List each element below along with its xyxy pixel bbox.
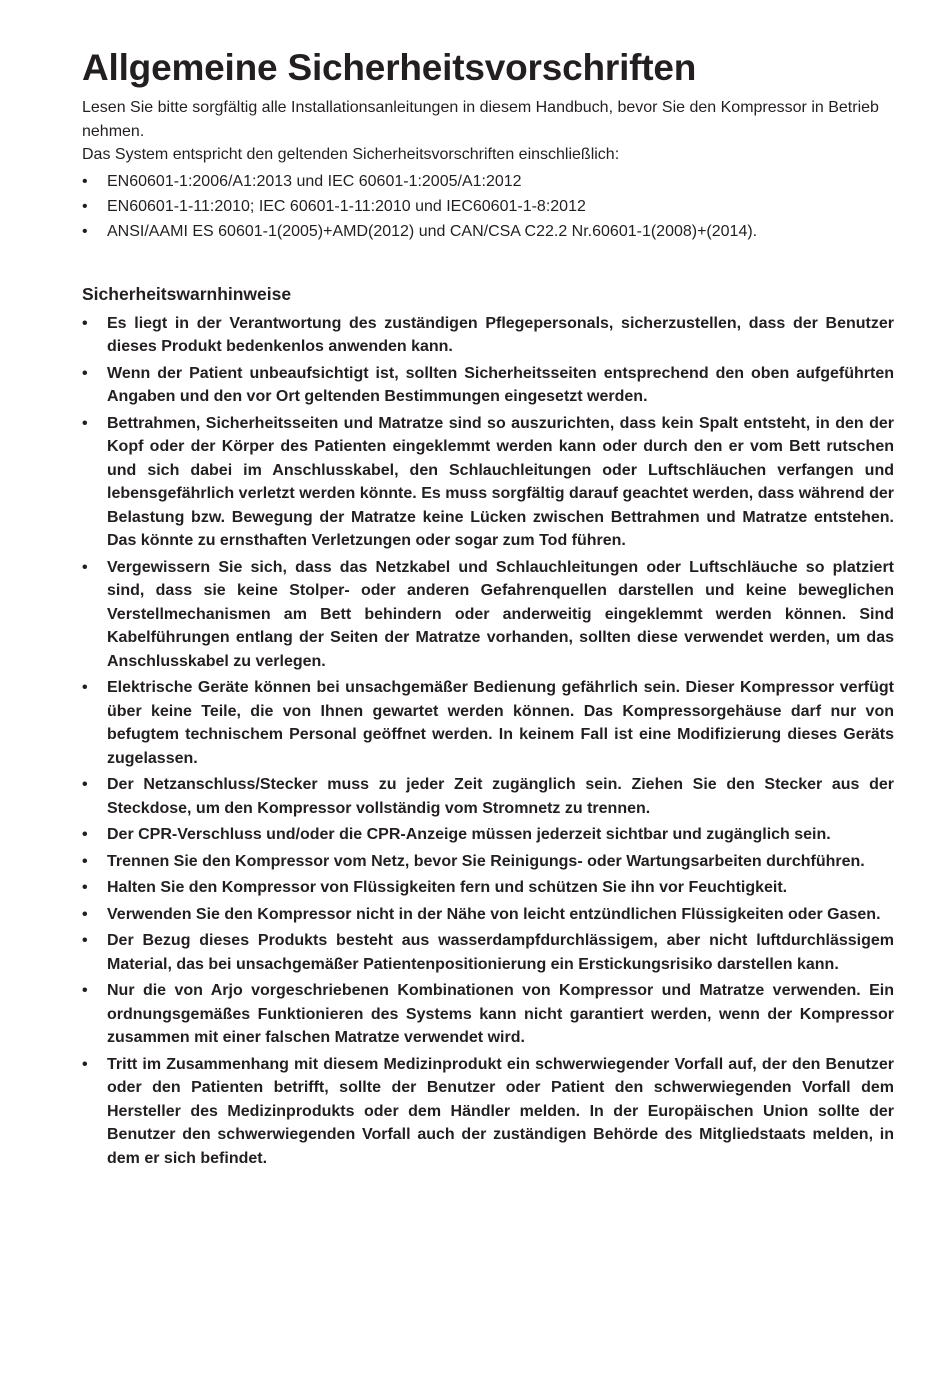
intro-paragraph: Lesen Sie bitte sorgfältig alle Installationsanleitungen in diesem Handbuch, bevor Sie den Kompressor in Betrieb nehmen.: [82, 99, 879, 140]
standard-text: EN60601-1:2006/A1:2013 und IEC 60601-1:2005/A1:2012: [107, 172, 522, 190]
bullet-icon: •: [82, 932, 88, 949]
warning-item: [82, 850, 894, 874]
warning-item: [82, 362, 894, 409]
list-item: [82, 219, 894, 244]
bullet-icon: •: [82, 905, 88, 923]
warning-item: [82, 676, 894, 770]
bullet-icon: •: [82, 197, 88, 215]
intro-paragraph: Das System entspricht den geltenden Sicherheitsvorschriften einschließlich:: [82, 146, 620, 163]
standard-text: ANSI/AAMI ES 60601-1(2005)+AMD(2012) und CAN/CSA C22.2 Nr.60601-1(2008)+(2014).: [107, 222, 758, 240]
warning-text: Vergewissern Sie sich, dass das Netzkabel und Schlauchleitungen oder Luftschläuche so platziert sind, dass sie keine Stolper- oder anderen Gefahrenquellen darstellen und keine beweglichen Verstellmechanismen am Bett behindern oder anderweitig eingeklemmt werden können. Sind Kabelführungen entlang der Seiten der Matratze vorhanden, sollten diese verwendet werden, um das Anschlusskabel zu verlegen.: [107, 558, 894, 670]
warning-item: [82, 1053, 894, 1171]
bullet-icon: •: [82, 776, 88, 793]
warning-text: Nur die von Arjo vorgeschriebenen Kombinationen von Kompressor und Matratze verwenden. Ein ordnungsgemäßes Funktionieren des Systems kann nicht garantiert werden, wenn der Kompressor zusammen mit einer falschen Matratze verwendet wird.: [107, 982, 894, 1046]
warning-text: Bettrahmen, Sicherheitsseiten und Matratze sind so auszurichten, dass kein Spalt entsteht, in den der Kopf oder der Körper des Patienten eingeklemmt werden kann oder durch den er vom Bett rutschen und sich dabei im Anschlusskabel, den Schlauchleitungen oder Luftschläuchen verfangen und lebensgefährlich verletzt werden könnte. Es muss sorgfältig darauf geachtet werden, dass während der Belastung bzw. Bewegung der Matratze keine Lücken zwischen Bettrahmen und Matratze entstehen. Das könnte zu ernsthaften Verletzungen oder sogar zum Tod führen.: [107, 414, 894, 549]
bullet-icon: •: [82, 679, 88, 696]
document-page: [82, 44, 894, 1173]
warning-item: [82, 929, 894, 976]
warning-text: Halten Sie den Kompressor von Flüssigkeiten fern und schützen Sie ihn vor Feuchtigkeit.: [107, 879, 788, 896]
warning-text: Tritt im Zusammenhang mit diesem Medizinprodukt ein schwerwiegender Vorfall auf, der den Benutzer oder den Patienten betrifft, sollte der Benutzer oder Patient den schwerwiegenden Vorfall dem Hersteller des Medizinprodukts oder dem Händler melden. In der Europäischen Union sollte der Benutzer den schwerwiegenden Vorfall auch der zuständigen Behörde des Mitgliedstaats melden, in dem er sich befindet.: [107, 1055, 894, 1167]
bullet-icon: •: [82, 414, 88, 432]
bullet-icon: •: [82, 172, 88, 190]
warning-text: Der Netzanschluss/Stecker muss zu jeder Zeit zugänglich sein. Ziehen Sie den Stecker aus der Steckdose, um den Kompressor vollständig vom Stromnetz zu trennen.: [107, 776, 894, 817]
bullet-icon: •: [82, 364, 88, 382]
warning-text: Elektrische Geräte können bei unsachgemäßer Bedienung gefährlich sein. Dieser Kompressor verfügt über keine Teile, die von Ihnen gewartet werden können. Das Kompressorgehäuse darf nur von befugtem technischem Personal geöffnet werden. In keinem Fall ist eine Modifizierung dieses Geräts zugelassen.: [107, 679, 894, 767]
warning-item: [82, 312, 894, 359]
warning-text: Verwenden Sie den Kompressor nicht in der Nähe von leicht entzündlichen Flüssigkeiten oder Gasen.: [107, 905, 881, 923]
page-title: Allgemeine Sicherheitsvorschriften: [82, 47, 697, 88]
bullet-icon: •: [82, 314, 88, 332]
warning-text: Der Bezug dieses Produkts besteht aus wasserdampfdurchlässigem, aber nicht luftdurchlässigem Material, das bei unsachgemäßer Patientenpositionierung ein Erstickungsrisiko darstellen kann.: [107, 932, 894, 973]
bullet-icon: •: [82, 1055, 88, 1073]
intro-section: [82, 96, 894, 167]
bullet-icon: •: [82, 826, 88, 843]
warnings-list: [82, 312, 894, 1171]
list-item: [82, 169, 894, 194]
warning-text: Wenn der Patient unbeaufsichtigt ist, sollten Sicherheitsseiten entsprechend den oben aufgeführten Angaben und den vor Ort geltenden Bestimmungen eingesetzt werden.: [107, 364, 894, 405]
warning-item: [82, 412, 894, 553]
warning-item: [82, 556, 894, 674]
bullet-icon: •: [82, 852, 88, 870]
warning-item: [82, 773, 894, 820]
warning-text: Der CPR-Verschluss und/oder die CPR-Anzeige müssen jederzeit sichtbar und zugänglich sein.: [107, 826, 831, 843]
warning-item: [82, 823, 894, 847]
list-item: [82, 194, 894, 219]
warning-text: Es liegt in der Verantwortung des zuständigen Pflegepersonals, sicherzustellen, dass der Benutzer dieses Produkt bedenkenlos anwenden kann.: [107, 314, 894, 355]
warning-text: Trennen Sie den Kompressor vom Netz, bevor Sie Reinigungs- oder Wartungsarbeiten durchführen.: [107, 852, 865, 870]
warning-item: [82, 979, 894, 1050]
bullet-icon: •: [82, 558, 88, 576]
section-heading: Sicherheitswarnhinweise: [82, 283, 292, 304]
bullet-icon: •: [82, 879, 88, 896]
warning-item: [82, 876, 894, 900]
standards-list: [82, 169, 894, 244]
bullet-icon: •: [82, 222, 88, 240]
bullet-icon: •: [82, 982, 88, 999]
warning-item: [82, 903, 894, 927]
standard-text: EN60601-1-11:2010; IEC 60601-1-11:2010 und IEC60601-1-8:2012: [107, 197, 586, 215]
